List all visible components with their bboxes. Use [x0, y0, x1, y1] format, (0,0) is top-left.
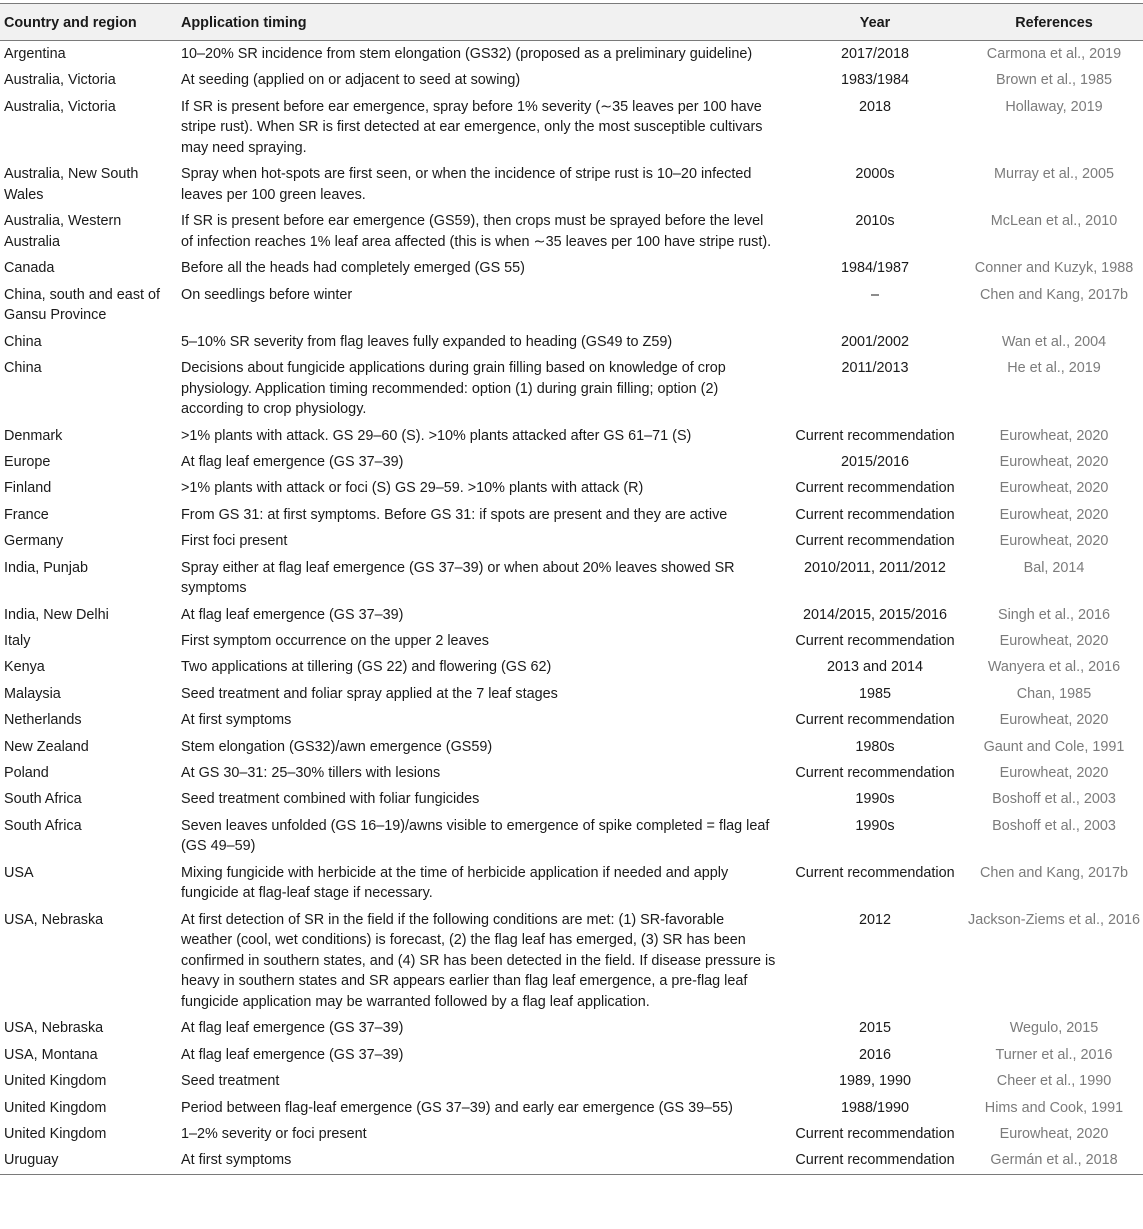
year-cell: 1989, 1990	[838, 1073, 912, 1090]
reference-cell: Wanyera et al., 2016	[987, 659, 1121, 676]
timing-cell: At flag leaf emergence (GS 37–39)	[181, 606, 404, 623]
year-cell: Current recommendation	[795, 480, 955, 497]
year-cell: 2010s	[855, 213, 895, 230]
header-year: Year	[859, 15, 891, 31]
country-cell: Malaysia	[4, 685, 61, 702]
table-row	[0, 329, 1143, 355]
fungicide-timing-table	[0, 3, 1143, 1175]
table-row	[0, 760, 1143, 786]
timing-cell: Seed treatment and foliar spray applied at the 7 leaf stages	[181, 685, 558, 702]
country-cell: Finland	[4, 480, 52, 497]
country-cell: United Kingdom	[4, 1073, 107, 1090]
reference-cell: Wegulo, 2015	[1009, 1020, 1099, 1037]
table-row	[0, 602, 1143, 628]
table-row	[0, 355, 1143, 423]
reference-cell: Carmona et al., 2019	[986, 46, 1122, 62]
country-cell: New Zealand	[4, 738, 89, 755]
country-cell: China	[4, 333, 42, 350]
reference-cell: Gaunt and Cole, 1991	[983, 738, 1125, 755]
year-cell: 1984/1987	[840, 260, 910, 277]
table-row	[0, 1015, 1143, 1041]
country-cell: France	[4, 506, 49, 523]
timing-cell: At seeding (applied on or adjacent to seed at sowing)	[181, 72, 521, 89]
timing-cell: Period between flag-leaf emergence (GS 37–39) and early ear emergence (GS 39–55)	[181, 1099, 733, 1116]
timing-cell: Seven leaves unfolded (GS 16–19)/awns visible to emergence of spike completed = flag leaf (GS 49–59)	[181, 817, 770, 855]
table-row	[0, 282, 1143, 329]
country-cell: Europe	[4, 454, 51, 471]
timing-cell: At flag leaf emergence (GS 37–39)	[181, 1020, 404, 1037]
year-cell: Current recommendation	[795, 633, 955, 649]
country-cell: USA, Nebraska	[4, 1020, 104, 1037]
reference-cell: Eurowheat, 2020	[999, 427, 1109, 444]
table-row	[0, 41, 1143, 68]
country-cell: Poland	[4, 764, 49, 781]
table-row	[0, 1121, 1143, 1147]
timing-cell: Seed treatment combined with foliar fungicides	[181, 791, 480, 808]
table-row	[0, 654, 1143, 680]
country-cell: Germany	[4, 533, 64, 550]
timing-cell: From GS 31: at first symptoms. Before GS 31: if spots are present and they are active	[181, 506, 728, 523]
reference-cell: Eurowheat, 2020	[999, 506, 1109, 523]
country-cell: United Kingdom	[4, 1126, 107, 1143]
timing-cell: First symptom occurrence on the upper 2 leaves	[181, 633, 489, 649]
year-cell: Current recommendation	[795, 1126, 955, 1143]
year-cell: –	[870, 286, 879, 303]
reference-cell: Germán et al., 2018	[965, 1147, 1143, 1174]
country-cell: Netherlands	[4, 712, 82, 729]
year-cell: 1990s	[855, 791, 895, 808]
country-cell: Australia, Victoria	[4, 72, 116, 89]
year-cell: Current recommendation	[785, 1147, 965, 1174]
year-cell: 2000s	[855, 166, 895, 183]
timing-cell: Two applications at tillering (GS 22) and flowering (GS 62)	[181, 659, 552, 676]
reference-cell: Turner et al., 2016	[995, 1046, 1113, 1063]
table-row	[0, 1147, 1143, 1174]
table-row	[0, 786, 1143, 812]
reference-cell: Hollaway, 2019	[1005, 98, 1103, 115]
table-row	[0, 94, 1143, 162]
reference-cell: Boshoff et al., 2003	[992, 791, 1116, 808]
country-cell: South Africa	[4, 791, 82, 808]
year-cell: 2018	[858, 98, 891, 115]
year-cell: Current recommendation	[795, 533, 955, 550]
timing-cell: 1–2% severity or foci present	[181, 1126, 367, 1143]
timing-cell: Decisions about fungicide applications during grain filling based on knowledge of crop physiology. Application timing recommended: option (1) during grain filling; option (2) according to crop physiology.	[181, 360, 726, 418]
timing-cell: At first detection of SR in the field if the following conditions are met: (1) SR-favorable weather (cool, wet conditions) is forecast, (2) the flag leaf has emerged, (3) SR has been confirmed in southern states, and (4) SR has been detected in the field. If disease pressure is heavy in southern states and SR appears earlier than flag leaf emergence, a pre-flag leaf fungicide application may be warranted followed by a flag leaf application.	[181, 911, 776, 1011]
table-row	[0, 502, 1143, 528]
timing-cell: At flag leaf emergence (GS 37–39)	[181, 1046, 404, 1063]
table-row	[0, 813, 1143, 860]
timing-cell: Spray either at flag leaf emergence (GS 37–39) or when about 20% leaves showed SR symptoms	[181, 559, 735, 597]
country-cell: Italy	[4, 633, 31, 649]
reference-cell: Conner and Kuzyk, 1988	[974, 260, 1134, 277]
timing-cell: Before all the heads had completely emerged (GS 55)	[181, 260, 525, 277]
reference-cell: Eurowheat, 2020	[999, 1126, 1109, 1143]
timing-cell: If SR is present before ear emergence, spray before 1% severity (∼35 leaves per 100 have stripe rust). When SR is first detected at ear emergence, only the most susceptible cultivars may need spraying.	[181, 98, 763, 156]
timing-cell: Spray when hot-spots are first seen, or when the incidence of stripe rust is 10–20 infected leaves per 100 green leaves.	[181, 166, 752, 203]
reference-cell: Bal, 2014	[1023, 559, 1085, 576]
table-row	[0, 528, 1143, 554]
year-cell: Current recommendation	[795, 506, 955, 523]
table-row	[0, 1068, 1143, 1094]
reference-cell: Eurowheat, 2020	[999, 633, 1109, 649]
country-cell: Australia, Victoria	[4, 98, 116, 115]
year-cell: Current recommendation	[795, 764, 955, 781]
table-row	[0, 628, 1143, 654]
timing-cell: At GS 30–31: 25–30% tillers with lesions	[181, 764, 441, 781]
reference-cell: Cheer et al., 1990	[996, 1073, 1112, 1090]
timing-cell: First foci present	[181, 533, 288, 550]
table-row	[0, 449, 1143, 475]
year-cell: 2017/2018	[840, 46, 910, 62]
timing-cell: Mixing fungicide with herbicide at the time of herbicide application if needed and apply fungicide at flag-leaf stage if necessary.	[181, 864, 729, 902]
table-row	[0, 860, 1143, 907]
reference-cell: Chen and Kang, 2017b	[979, 864, 1129, 881]
country-cell: Kenya	[4, 659, 45, 676]
year-cell: Current recommendation	[795, 427, 955, 444]
country-cell: USA, Nebraska	[4, 911, 104, 928]
year-cell: 2010/2011, 2011/2012	[804, 559, 946, 576]
year-cell: 2011/2013	[841, 360, 909, 377]
reference-cell: Chen and Kang, 2017b	[979, 286, 1129, 303]
table-row	[0, 1095, 1143, 1121]
country-cell: India, New Delhi	[4, 606, 109, 623]
year-cell: 2013 and 2014	[826, 659, 924, 676]
table-row	[0, 555, 1143, 602]
table-body	[0, 41, 1143, 1175]
header-row	[0, 4, 1143, 41]
year-cell: 2016	[858, 1046, 891, 1063]
country-cell: Canada	[4, 260, 55, 277]
year-cell: Current recommendation	[795, 864, 955, 881]
table-row	[0, 161, 1143, 208]
timing-cell: At first symptoms	[181, 712, 292, 729]
reference-cell: He et al., 2019	[1007, 360, 1101, 377]
country-cell: Australia, New South Wales	[4, 166, 139, 203]
table-row	[0, 907, 1143, 1016]
table-row	[0, 67, 1143, 93]
reference-cell: Eurowheat, 2020	[999, 533, 1109, 550]
country-cell: Australia, Western Australia	[4, 213, 122, 250]
table-row	[0, 475, 1143, 501]
timing-cell: If SR is present before ear emergence (GS59), then crops must be sprayed before the level of infection reaches 1% leaf area affected (this is when ∼35 leaves per 100 have stripe rust).	[181, 213, 772, 250]
reference-cell: Chan, 1985	[1016, 685, 1092, 702]
country-cell: USA	[4, 864, 34, 881]
reference-cell: Eurowheat, 2020	[999, 712, 1109, 729]
country-cell: Denmark	[4, 427, 63, 444]
country-cell: Argentina	[4, 46, 66, 62]
country-cell: China	[4, 360, 42, 377]
reference-cell: Boshoff et al., 2003	[992, 817, 1116, 834]
country-cell: Uruguay	[0, 1147, 175, 1174]
year-cell: 2014/2015, 2015/2016	[802, 606, 948, 623]
year-cell: 2015	[858, 1020, 891, 1037]
country-cell: USA, Montana	[4, 1046, 98, 1063]
header-references: References	[1015, 15, 1093, 31]
year-cell: 2001/2002	[840, 333, 910, 350]
timing-cell: 10–20% SR incidence from stem elongation (GS32) (proposed as a preliminary guideline)	[181, 46, 753, 62]
reference-cell: Jackson-Ziems et al., 2016	[968, 911, 1140, 928]
country-cell: South Africa	[4, 817, 82, 834]
year-cell: 1980s	[855, 738, 895, 755]
reference-cell: Singh et al., 2016	[997, 606, 1110, 623]
timing-cell: >1% plants with attack or foci (S) GS 29–59. >10% plants with attack (R)	[181, 480, 644, 497]
timing-cell: Stem elongation (GS32)/awn emergence (GS59)	[181, 738, 493, 755]
year-cell: 1990s	[855, 817, 895, 834]
timing-cell: On seedlings before winter	[181, 286, 353, 303]
year-cell: 1988/1990	[840, 1099, 910, 1116]
year-cell: 2015/2016	[840, 454, 910, 471]
table-row	[0, 707, 1143, 733]
table-row	[0, 423, 1143, 449]
header-timing: Application timing	[181, 15, 307, 31]
header-country: Country and region	[4, 15, 137, 31]
year-cell: 2012	[858, 911, 891, 928]
country-cell: China, south and east of Gansu Province	[4, 286, 161, 324]
timing-cell: At flag leaf emergence (GS 37–39)	[181, 454, 404, 471]
reference-cell: McLean et al., 2010	[990, 213, 1118, 230]
timing-cell: At first symptoms	[175, 1147, 785, 1174]
reference-cell: Murray et al., 2005	[994, 166, 1114, 183]
year-cell: 1985	[858, 685, 891, 702]
timing-cell: Seed treatment	[181, 1073, 280, 1090]
year-cell: Current recommendation	[795, 712, 955, 729]
reference-cell: Eurowheat, 2020	[999, 764, 1109, 781]
year-cell: 1983/1984	[840, 72, 910, 89]
reference-cell: Wan et al., 2004	[1001, 333, 1107, 350]
table-row	[0, 255, 1143, 281]
table-row	[0, 734, 1143, 760]
country-cell: India, Punjab	[4, 559, 89, 576]
reference-cell: Hims and Cook, 1991	[984, 1099, 1124, 1116]
reference-cell: Brown et al., 1985	[996, 72, 1112, 89]
table-row	[0, 208, 1143, 255]
country-cell: United Kingdom	[4, 1099, 107, 1116]
reference-cell: Eurowheat, 2020	[999, 480, 1109, 497]
timing-cell: 5–10% SR severity from flag leaves fully expanded to heading (GS49 to Z59)	[181, 333, 673, 350]
reference-cell: Eurowheat, 2020	[999, 454, 1109, 471]
table-row	[0, 681, 1143, 707]
timing-cell: >1% plants with attack. GS 29–60 (S). >10% plants attacked after GS 61–71 (S)	[181, 427, 692, 444]
table-header	[0, 4, 1143, 41]
table-row	[0, 1042, 1143, 1068]
